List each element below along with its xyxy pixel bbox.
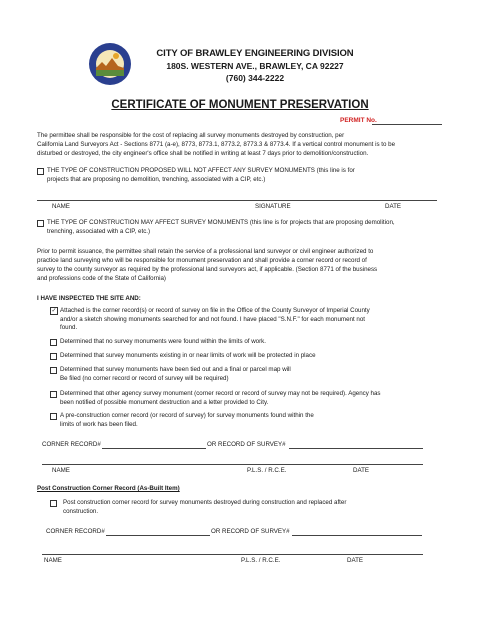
- document-title: CERTIFICATE OF MONUMENT PRESERVATION: [111, 99, 369, 111]
- no-effect-signature-label: SIGNATURE: [255, 203, 291, 210]
- no-effect-line-2: projects that are proposing no demolition, trenching, associated with a CIP, etc.): [47, 176, 266, 183]
- other-agency-line-1: Determined that other agency survey monument (corner record or record of survey may not be required). Agency has: [60, 390, 381, 397]
- pre-construction-checkbox[interactable]: [50, 413, 57, 420]
- may-affect-line-1: THE TYPE OF CONSTRUCTION MAY AFFECT SURVEY MONUMENTS (this line is for projects that are proposing demolition,: [47, 219, 395, 226]
- post-corner-record-field[interactable]: [106, 535, 210, 536]
- no-monuments-label: Determined that no survey monuments were found within the limits of work.: [60, 338, 266, 345]
- inspected-pls-label: P.L.S. / R.C.E.: [247, 467, 287, 474]
- post-construction-line-2: construction.: [63, 508, 99, 515]
- no-effect-name-label: NAME: [52, 203, 70, 210]
- post-corner-record-label: CORNER RECORD#: [46, 528, 105, 535]
- permit-number-line[interactable]: [372, 124, 442, 125]
- no-effect-date-label: DATE: [385, 203, 402, 210]
- pre-construction-line-1: A pre-construction corner record (or record of survey) for survey monuments found within the: [60, 412, 314, 419]
- record-of-survey-label: OR RECORD OF SURVEY#: [207, 441, 286, 448]
- post-pls-label: P.L.S. / R.C.E.: [241, 557, 281, 564]
- permit-number-label: PERMIT No.: [340, 117, 377, 124]
- attached-line-2: and/or a sketch showing monuments searched for and not found. I have placed "S.N.F." for each monument not: [60, 316, 366, 323]
- prior-line-4: and professions code of the State of California): [37, 275, 166, 282]
- no-effect-checkbox[interactable]: [37, 168, 44, 175]
- other-agency-checkbox[interactable]: [50, 391, 57, 398]
- pre-construction-line-2: limits of work has been filed.: [60, 421, 138, 428]
- record-of-survey-field[interactable]: [289, 448, 423, 449]
- prior-line-3: survey to the county surveyor as required by the professional land surveyors act, if applicable. (Section 8771 of the business: [37, 266, 378, 273]
- other-agency-line-2: been notified of possible monument destruction and a letter provided to City.: [60, 399, 269, 406]
- org-name: CITY OF BRAWLEY ENGINEERING DIVISION: [156, 48, 354, 59]
- no-effect-line-1: THE TYPE OF CONSTRUCTION PROPOSED WILL NOT AFFECT ANY SURVEY MONUMENTS (this line is for: [47, 167, 355, 174]
- inspected-date-label: DATE: [353, 467, 370, 474]
- protected-label: Determined that survey monuments existing in or near limits of work will be protected in place: [60, 352, 316, 359]
- intro-line-1: The permittee shall be responsible for the cost of replacing all survey monuments destroyed by construction, per: [37, 132, 345, 139]
- may-affect-checkbox[interactable]: [37, 220, 44, 227]
- prior-line-1: Prior to permit issuance, the permittee shall retain the service of a professional land surveyor or civil engineer authorized to: [37, 248, 374, 255]
- org-phone: (760) 344-2222: [225, 73, 285, 83]
- post-construction-heading: Post Construction Corner Record (As-Built Item): [37, 485, 180, 492]
- attached-line-3: found.: [60, 324, 78, 331]
- post-signature-line[interactable]: [42, 554, 423, 555]
- intro-line-3: disturbed or destroyed, the city engineer's office shall be notified in writing at least 7 days prior to demolition/construction.: [37, 150, 369, 157]
- inspected-name-label: NAME: [52, 467, 70, 474]
- post-construction-checkbox[interactable]: [50, 500, 57, 507]
- tied-out-checkbox[interactable]: [50, 367, 57, 374]
- protected-checkbox[interactable]: [50, 353, 57, 360]
- org-address: 180S. WESTERN AVE., BRAWLEY, CA 92227: [166, 61, 344, 71]
- post-date-label: DATE: [347, 557, 364, 564]
- post-construction-line-1: Post construction corner record for survey monuments destroyed during construction and replaced after: [63, 499, 347, 506]
- tied-out-line-1: Determined that survey monuments have been tied out and a final or parcel map will: [60, 366, 291, 373]
- intro-line-2: California Land Surveyors Act - Sections 8771 (a-e), 8773, 8773.1, 8773.2, 8773.3 & 8773.4. If a vertical control monument is to be: [37, 141, 396, 148]
- tied-out-line-2: Be filed (no corner record or record of survey will be required): [60, 375, 229, 382]
- inspected-heading: I HAVE INSPECTED THE SITE AND:: [37, 295, 141, 302]
- corner-record-label: CORNER RECORD#: [42, 441, 101, 448]
- post-record-of-survey-field[interactable]: [292, 535, 422, 536]
- no-effect-signature-line[interactable]: [37, 200, 437, 201]
- post-name-label: NAME: [44, 557, 62, 564]
- no-monuments-checkbox[interactable]: [50, 339, 57, 346]
- attached-line-1: Attached is the corner record(s) or record of survey on file in the Office of the County Surveyor of Imperial County: [60, 307, 370, 314]
- post-record-of-survey-label: OR RECORD OF SURVEY#: [211, 528, 290, 535]
- prior-line-2: practice land surveying who will be responsible for monument preservation and shall provide a corner record or record of: [37, 257, 367, 264]
- corner-record-field[interactable]: [102, 448, 206, 449]
- attached-record-checkbox[interactable]: ✓: [51, 308, 57, 314]
- may-affect-line-2: trenching, associated with a CIP, etc.): [47, 228, 151, 235]
- inspected-signature-line[interactable]: [42, 464, 423, 465]
- city-seal-icon: [88, 42, 132, 86]
